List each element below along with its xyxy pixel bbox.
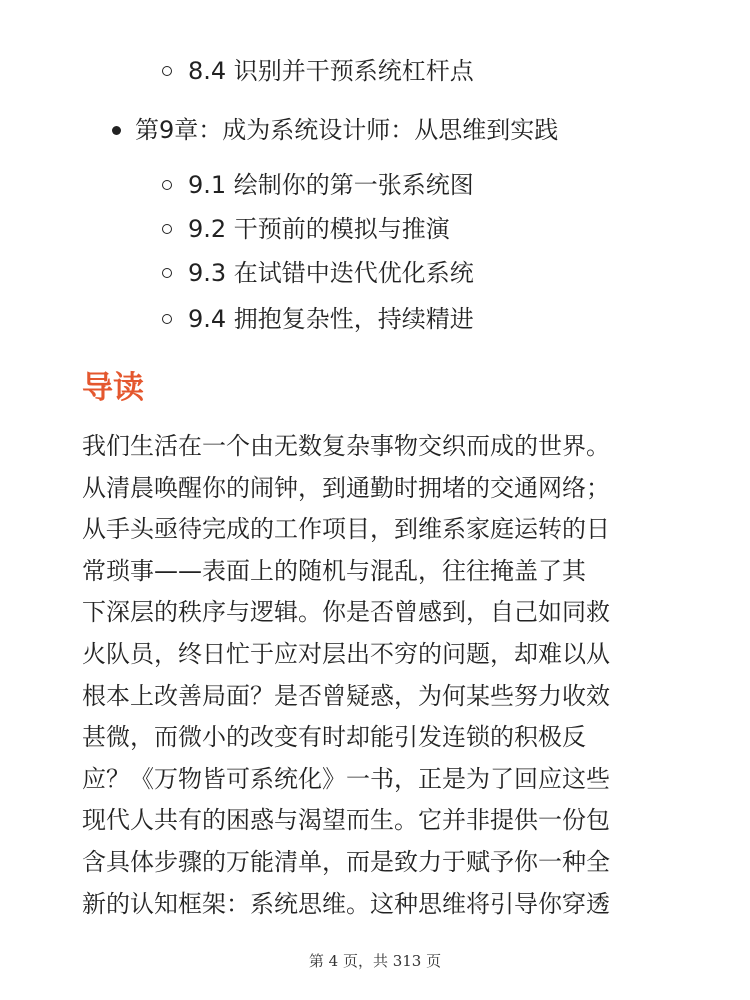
toc-chapter-label: 第9章：成为系统设计师：从思维到实践	[135, 116, 559, 144]
paragraph-line: 火队员，终日忙于应对层出不穷的问题，却难以从	[82, 639, 610, 668]
paragraph-line: 从清晨唤醒你的闹钟，到通勤时拥堵的交通网络；	[82, 473, 610, 502]
toc-item[interactable]	[162, 256, 474, 290]
hollow-circle-bullet-icon	[162, 314, 172, 324]
hollow-circle-bullet-icon	[162, 224, 172, 234]
paragraph-line: 下深层的秩序与逻辑。你是否曾感到，自己如同救	[82, 598, 610, 627]
toc-item-label: 9.1 绘制你的第一张系统图	[188, 171, 474, 199]
toc-item-label: 9.3 在试错中迭代优化系统	[188, 259, 474, 287]
toc-chapter-item[interactable]	[112, 113, 558, 147]
toc-item[interactable]	[162, 212, 450, 246]
paragraph-line: 甚微，而微小的改变有时却能引发连锁的积极反	[82, 723, 586, 752]
toc-item[interactable]	[162, 54, 474, 88]
toc-item-label: 8.4 识别并干预系统杠杆点	[188, 57, 474, 85]
filled-circle-bullet-icon	[112, 126, 121, 135]
paragraph-line: 常琐事——表面上的随机与混乱，往往掩盖了其	[82, 556, 586, 585]
paragraph-line: 根本上改善局面？是否曾疑惑，为何某些努力收效	[82, 681, 610, 710]
toc-item-label: 9.4 拥抱复杂性，持续精进	[188, 305, 474, 333]
paragraph-line: 从手头亟待完成的工作项目，到维系家庭运转的日	[82, 515, 610, 544]
paragraph-line: 现代人共有的困惑与渴望而生。它并非提供一份包	[82, 806, 610, 835]
section-heading: 导读	[82, 370, 144, 406]
paragraph-line: 应？《万物皆可系统化》一书，正是为了回应这些	[82, 764, 610, 793]
paragraph-line: 新的认知框架：系统思维。这种思维将引导你穿透	[82, 889, 610, 918]
toc-item-label: 9.2 干预前的模拟与推演	[188, 215, 450, 243]
paragraph-line: 我们生活在一个由无数复杂事物交织而成的世界。	[82, 432, 610, 460]
hollow-circle-bullet-icon	[162, 268, 172, 278]
body-paragraph	[82, 426, 672, 925]
hollow-circle-bullet-icon	[162, 180, 172, 190]
page-footer: 第 4 页，共 313 页	[308, 952, 442, 970]
toc-item[interactable]	[162, 168, 474, 202]
paragraph-line: 含具体步骤的万能清单，而是致力于赋予你一种全	[82, 847, 610, 876]
toc-item[interactable]	[162, 302, 474, 336]
hollow-circle-bullet-icon	[162, 66, 172, 76]
